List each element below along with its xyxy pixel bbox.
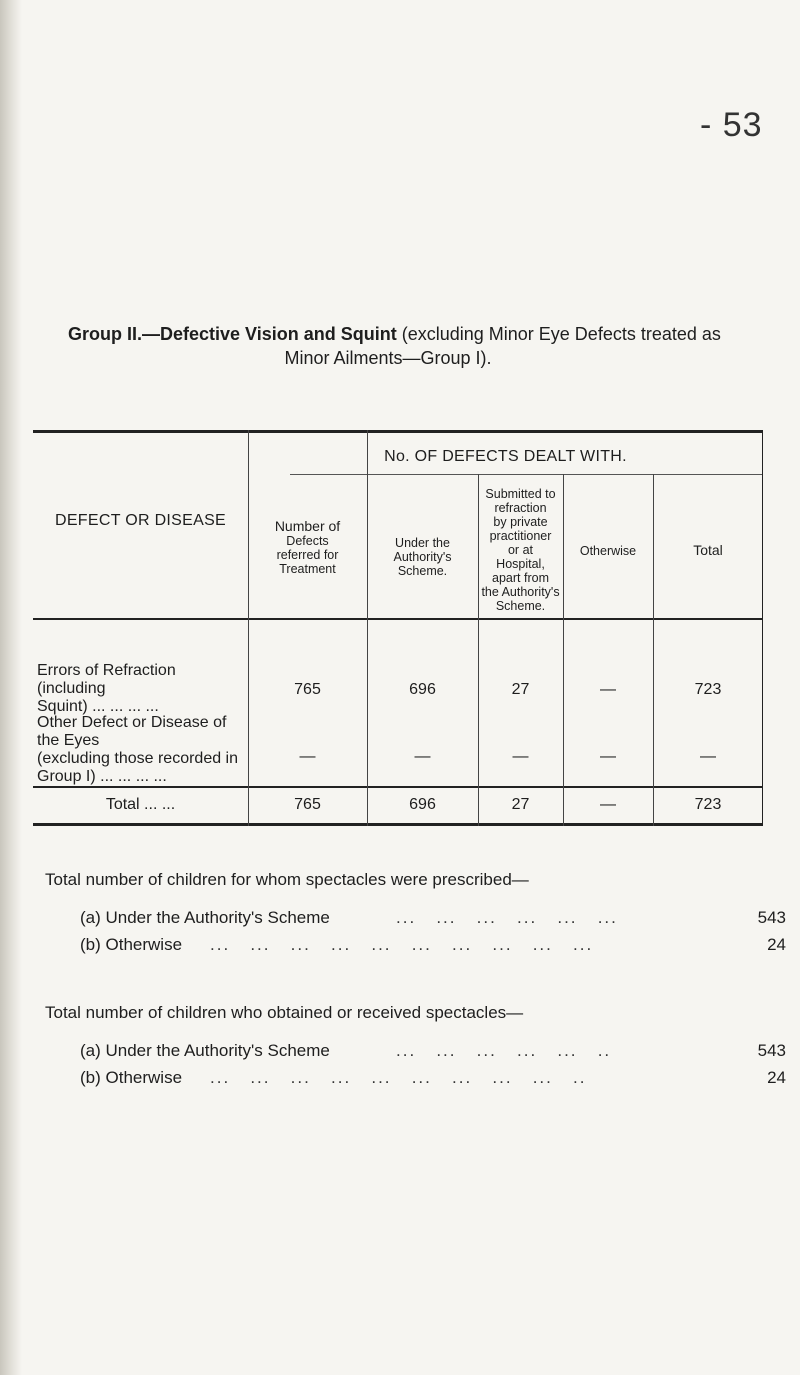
cell-referred: 765 xyxy=(294,681,321,698)
dealt-with-rule xyxy=(290,474,763,475)
header-referred-line: Treatment xyxy=(279,562,336,576)
obtained-item-label: (b) Otherwise xyxy=(80,1068,183,1087)
prescribed-item-label: (b) Otherwise xyxy=(80,935,183,954)
row-label-line: Errors of Refraction (including xyxy=(37,662,176,697)
cell-total: — xyxy=(700,748,716,765)
total-submitted: 27 xyxy=(511,796,530,813)
col-divider-5 xyxy=(653,474,654,826)
row-label-line: Other Defect or Disease of the Eyes xyxy=(37,714,227,749)
leader-dots: ... ... ... ... ... ... ... ... ... ... xyxy=(210,935,594,954)
header-referred xyxy=(248,518,367,576)
header-submitted-line: refraction xyxy=(494,501,547,515)
row-label-line: (excluding those recorded in xyxy=(37,750,239,767)
row-label xyxy=(37,662,245,716)
header-submitted-line: apart from xyxy=(492,571,549,585)
cell-otherwise: — xyxy=(600,681,616,698)
header-authority-line: Authority's xyxy=(393,550,452,564)
total-authority: 696 xyxy=(409,796,436,813)
header-defect: DEFECT OR DISEASE xyxy=(54,512,227,529)
total-row-label: Total ... ... xyxy=(105,796,176,813)
leader-dots: ... ... ... ... ... .. xyxy=(396,1041,612,1060)
section-heading xyxy=(68,322,728,370)
col-divider-4 xyxy=(563,474,564,826)
header-referred-line: referred for xyxy=(276,548,339,562)
header-submitted xyxy=(478,487,563,613)
cell-referred: — xyxy=(299,748,316,765)
table-top-rule xyxy=(33,430,763,433)
cell-submitted: 27 xyxy=(511,681,530,698)
header-submitted-line: Scheme. xyxy=(495,599,546,613)
header-submitted-line: by private xyxy=(493,515,548,529)
obtained-item-label: (a) Under the Authority's Scheme xyxy=(80,1041,330,1060)
prescribed-item-value: 543 xyxy=(757,908,786,927)
obtained-summary xyxy=(40,1003,790,1098)
heading-bold: Group II.—Defective Vision and Squint xyxy=(68,324,397,344)
header-total: Total xyxy=(693,542,723,558)
header-authority xyxy=(367,536,478,578)
header-authority-line: Scheme. xyxy=(397,564,448,578)
col-divider-2 xyxy=(367,430,368,826)
table-right-rule xyxy=(762,430,763,826)
header-otherwise: Otherwise xyxy=(579,544,637,558)
leader-dots: ... ... ... ... ... ... ... ... ... .. xyxy=(210,1068,587,1087)
prescribed-item xyxy=(80,935,786,957)
prescribed-item-label: (a) Under the Authority's Scheme xyxy=(80,908,330,927)
prescribed-summary xyxy=(40,870,790,965)
cell-authority: 696 xyxy=(409,681,436,698)
header-submitted-line: Submitted to xyxy=(485,487,556,501)
header-submitted-line: the Authority's xyxy=(481,585,560,599)
prescribed-item xyxy=(80,908,786,930)
obtained-title: Total number of children who obtained or received spectacles— xyxy=(45,1003,524,1022)
row-label-line: Group I) ... ... ... ... xyxy=(37,768,167,785)
obtained-item-value: 543 xyxy=(757,1041,786,1060)
defects-table xyxy=(33,430,763,826)
prescribed-item-value: 24 xyxy=(767,935,786,954)
header-submitted-line: practitioner xyxy=(489,529,552,543)
heading-line2: Minor Ailments—Group I). xyxy=(284,348,492,368)
cell-total: 723 xyxy=(694,681,722,698)
heading-rest: (excluding Minor Eye Defects treated as xyxy=(401,324,721,344)
col-divider-1 xyxy=(248,430,249,826)
header-submitted-line: Hospital, xyxy=(496,557,545,571)
header-dealt-with: No. OF DEFECTS DEALT WITH. xyxy=(384,448,627,465)
cell-otherwise: — xyxy=(600,748,616,765)
header-authority-line: Under the xyxy=(395,536,450,550)
header-referred-line: Number of xyxy=(274,518,341,534)
prescribed-title: Total number of children for whom spectacles were prescribed— xyxy=(45,870,529,889)
header-submitted-line: or at xyxy=(507,543,533,557)
row-label-line: Squint) ... ... ... ... xyxy=(37,698,159,715)
header-referred-line: Defects xyxy=(286,534,329,548)
total-referred: 765 xyxy=(294,796,321,813)
obtained-item-value: 24 xyxy=(767,1068,786,1087)
obtained-item xyxy=(80,1068,786,1090)
leader-dots: ... ... ... ... ... ... xyxy=(396,908,618,927)
obtained-item xyxy=(80,1041,786,1063)
page-number: - 53 xyxy=(700,106,763,144)
total-otherwise: — xyxy=(600,796,616,813)
page-edge-shadow xyxy=(0,0,22,1375)
cell-submitted: — xyxy=(512,748,529,765)
total-total: 723 xyxy=(694,796,722,813)
row-label xyxy=(37,714,245,786)
cell-authority: — xyxy=(414,748,431,765)
